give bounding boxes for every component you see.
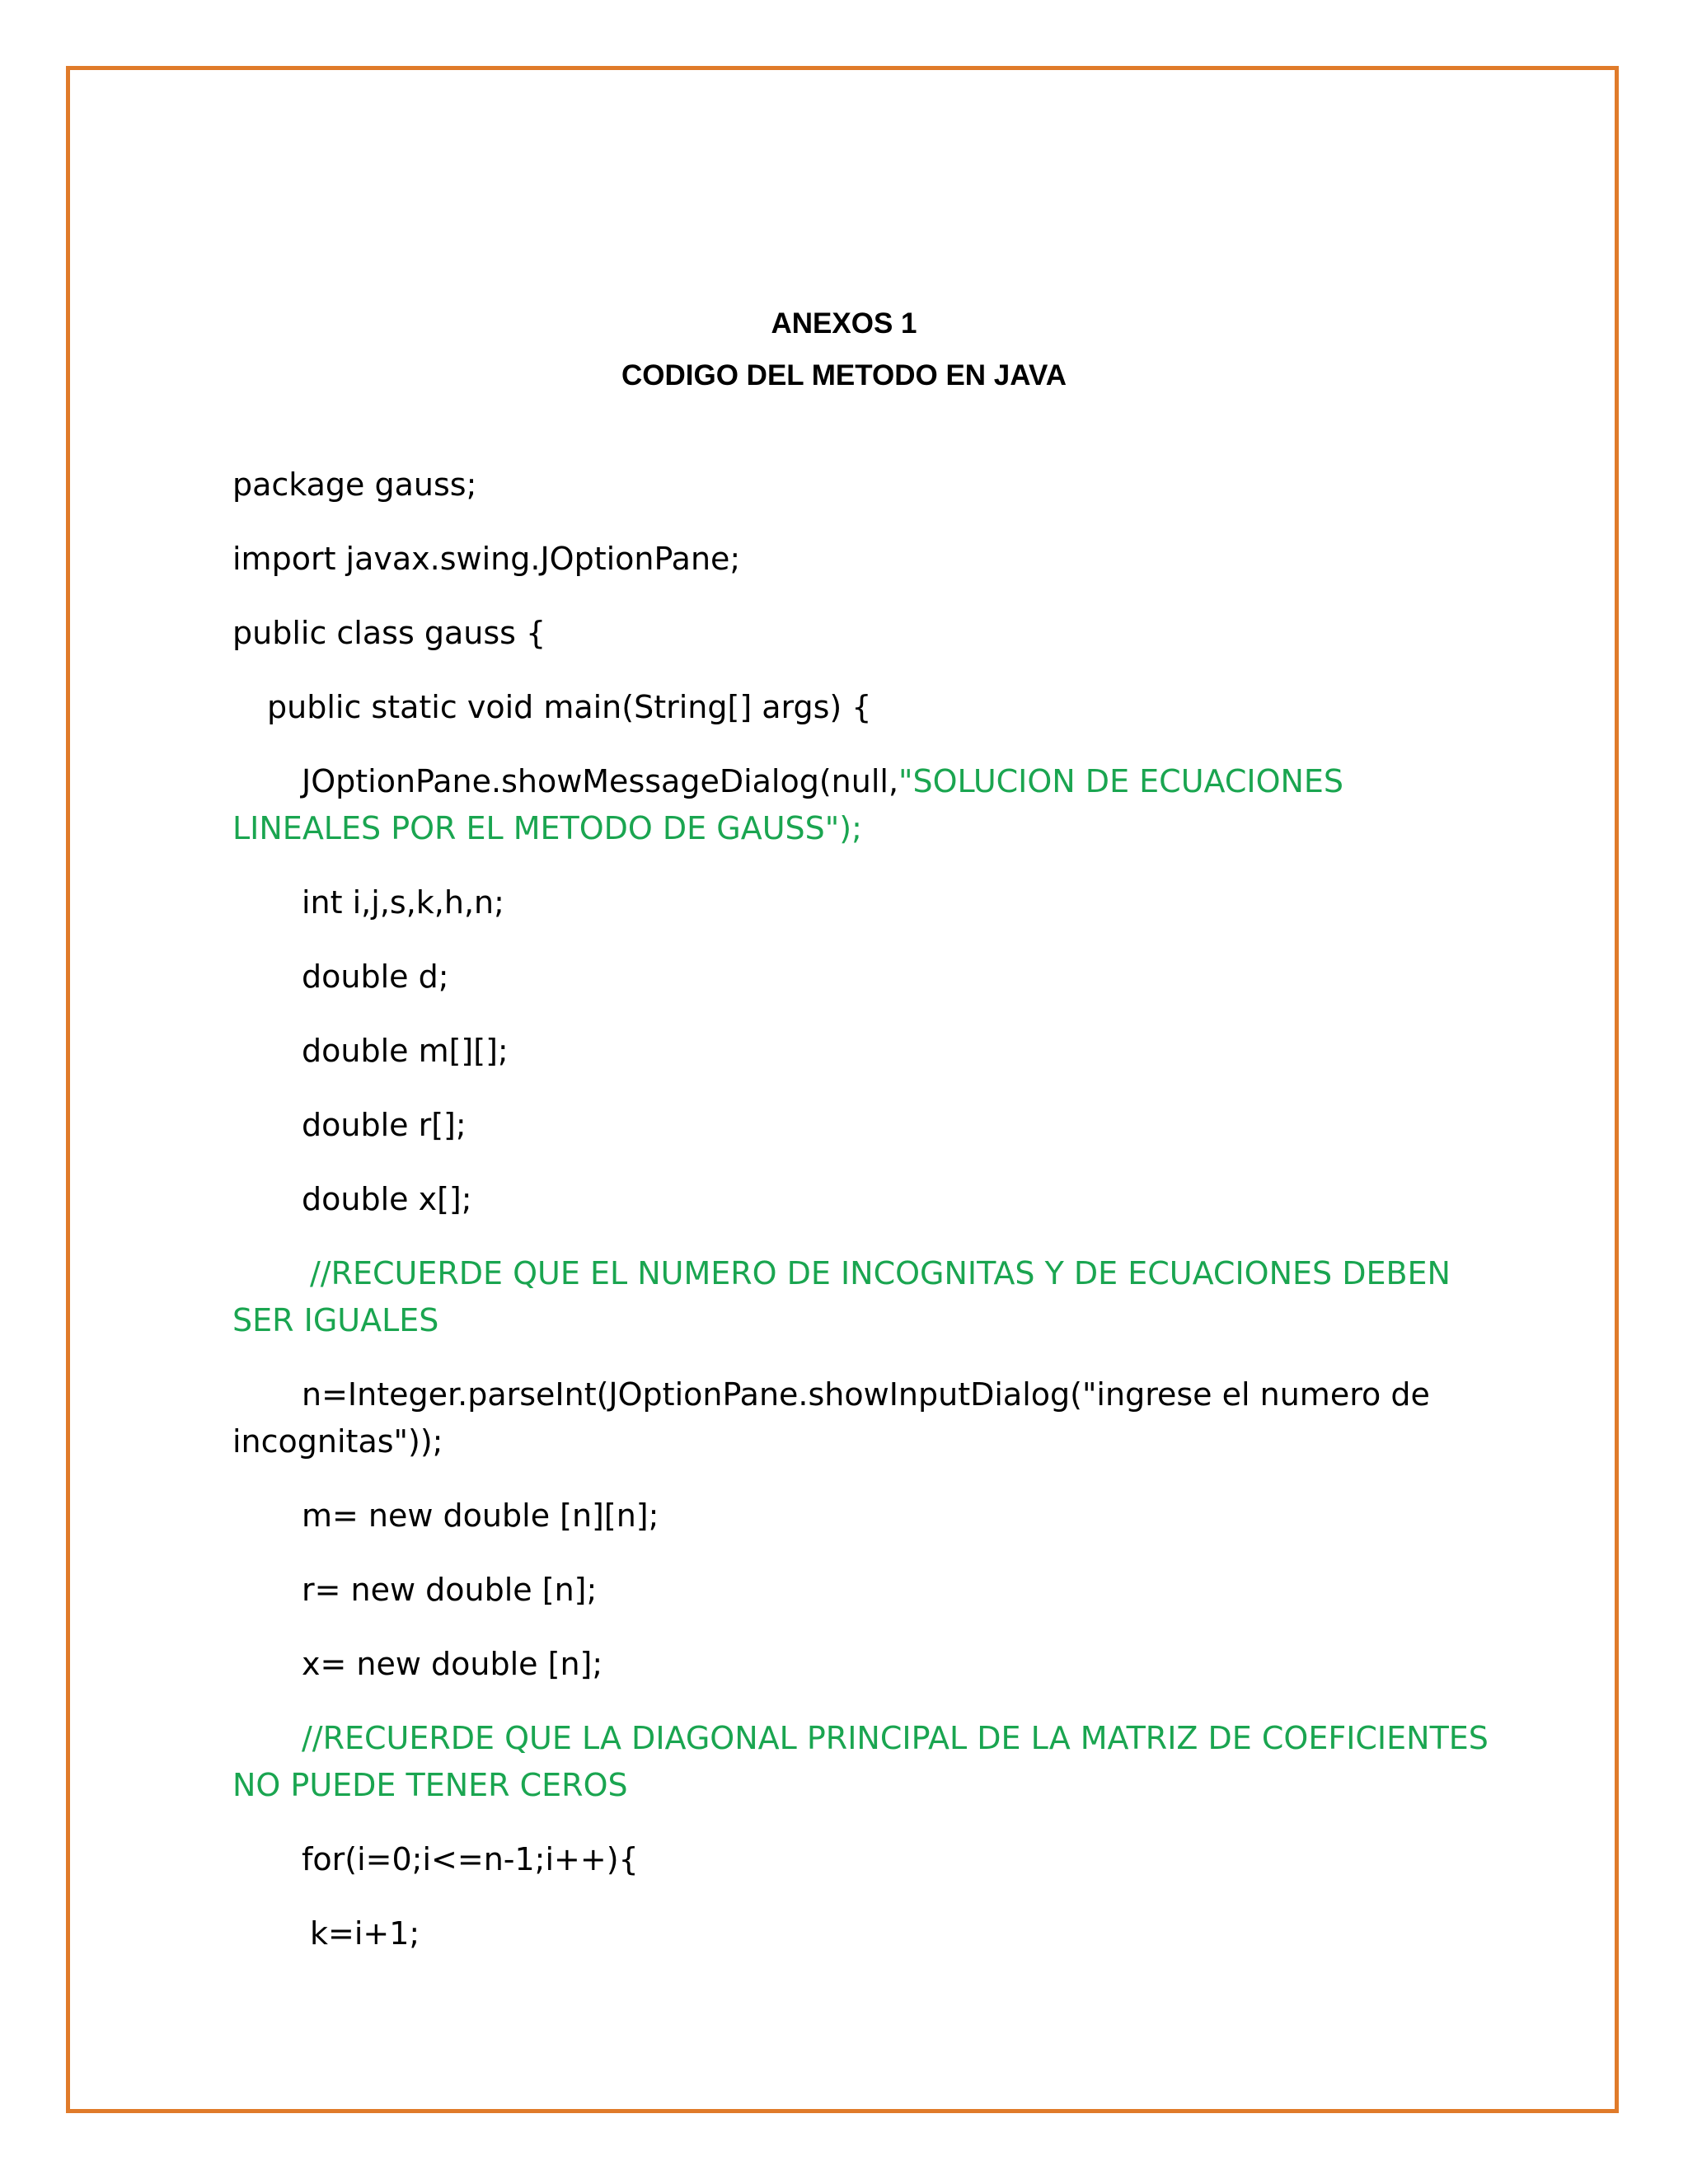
code-comment-1-cont: SER IGUALES [232,1302,439,1338]
code-line-dialog [302,758,1343,805]
document-heading: ANEXOS 1 [771,307,917,340]
code-line-k-assign: k=i+1; [310,1915,420,1952]
document-subheading: CODIGO DEL METODO EN JAVA [621,359,1067,391]
code-comment-2: //RECUERDE QUE LA DIAGONAL PRINCIPAL DE LA MATRIZ DE COEFICIENTES [302,1720,1489,1756]
code-line-parse-cont: incognitas")); [232,1423,443,1460]
code-line-alloc-r: r= new double [n]; [302,1572,598,1608]
code-line-decl-int: int i,j,s,k,h,n; [302,884,504,921]
code-dialog-call: JOptionPane.showMessageDialog(null, [302,763,899,799]
code-line-dialog-cont: LINEALES POR EL METODO DE GAUSS"); [232,810,862,846]
code-line-main: public static void main(String[] args) { [267,689,872,725]
code-line-alloc-m: m= new double [n][n]; [302,1497,659,1534]
code-line-import: import javax.swing.JOptionPane; [232,541,741,577]
code-line-decl-x: double x[]; [302,1181,472,1217]
code-line-decl-m: double m[][]; [302,1033,509,1069]
code-line-package: package gauss; [232,466,477,503]
code-line-decl-d: double d; [302,958,449,995]
code-string-literal: "SOLUCION DE ECUACIONES [898,763,1344,799]
code-line-parse: n=Integer.parseInt(JOptionPane.showInputDialog("ingrese el numero de [302,1376,1430,1413]
code-line-class: public class gauss { [232,615,546,651]
code-line-for: for(i=0;i<=n-1;i++){ [302,1841,639,1877]
code-comment-2-cont: NO PUEDE TENER CEROS [232,1767,628,1803]
code-comment-1: //RECUERDE QUE EL NUMERO DE INCOGNITAS Y DE ECUACIONES DEBEN [310,1255,1451,1291]
code-line-alloc-x: x= new double [n]; [302,1646,603,1682]
code-line-decl-r: double r[]; [302,1107,467,1143]
